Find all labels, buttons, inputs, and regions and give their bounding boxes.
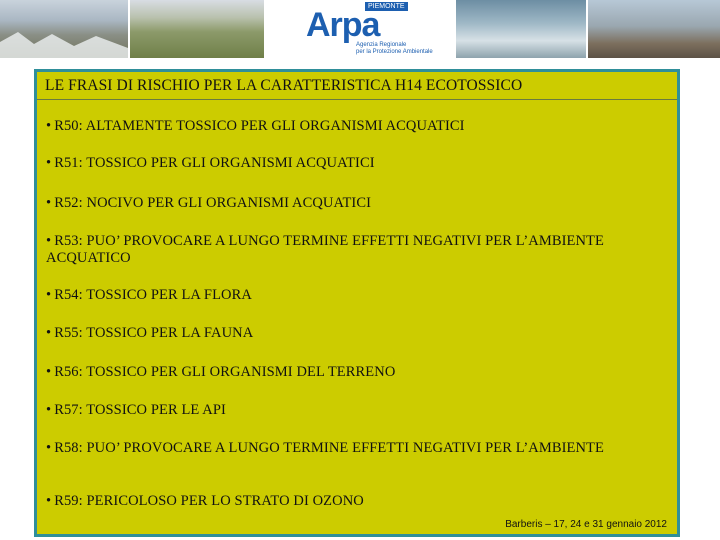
- bullet-icon: •: [46, 493, 52, 509]
- item-text: R54: TOSSICO PER LA FLORA: [54, 287, 252, 303]
- castle-photo: [588, 0, 720, 58]
- bullet-icon: •: [46, 195, 52, 211]
- bullet-icon: •: [46, 118, 52, 134]
- item-text: R52: NOCIVO PER GLI ORGANISMI ACQUATICI: [54, 195, 372, 211]
- item-text: R57: TOSSICO PER LE API: [54, 402, 226, 418]
- waterfall-photo: [456, 0, 586, 58]
- item-text: R51: TOSSICO PER GLI ORGANISMI ACQUATICI: [54, 155, 375, 171]
- logo-region: PIEMONTE: [365, 2, 408, 11]
- item-text: R58: PUO’ PROVOCARE A LUNGO TERMINE EFFETTI NEGATIVI PER L’AMBIENTE: [54, 440, 604, 456]
- list-item: [46, 493, 666, 510]
- list-item: [46, 195, 666, 212]
- bullet-icon: •: [46, 364, 52, 380]
- item-text: R59: PERICOLOSO PER LO STRATO DI OZONO: [54, 493, 364, 509]
- bullet-icon: •: [46, 325, 52, 341]
- title-divider: [37, 99, 677, 100]
- bullet-icon: •: [46, 155, 52, 171]
- arpa-logo: [270, 0, 450, 62]
- list-item: [46, 364, 666, 381]
- mountain-photo: [0, 0, 128, 58]
- header-banner: [0, 0, 720, 62]
- mountain-silhouette-icon: [0, 28, 128, 58]
- list-item: [46, 233, 666, 267]
- slide-title: LE FRASI DI RISCHIO PER LA CARATTERISTICA H14 ECOTOSSICO: [45, 77, 523, 94]
- content-panel: [34, 69, 680, 537]
- bullet-icon: •: [46, 440, 52, 456]
- logo-subtitle-line-2: per la Protezione Ambientale: [356, 49, 433, 55]
- bullet-icon: •: [46, 287, 52, 303]
- item-text: R55: TOSSICO PER LA FAUNA: [54, 325, 254, 341]
- logo-subtitle: [356, 42, 433, 56]
- item-text: R50: ALTAMENTE TOSSICO PER GLI ORGANISMI ACQUATICI: [54, 118, 465, 134]
- item-text: R56: TOSSICO PER GLI ORGANISMI DEL TERRENO: [54, 364, 396, 380]
- slide-footer: Barberis – 17, 24 e 31 gennaio 2012: [505, 519, 667, 530]
- logo-brand: Arpa: [306, 6, 380, 44]
- bullet-icon: •: [46, 233, 52, 249]
- countryside-photo: [130, 0, 264, 58]
- bullet-icon: •: [46, 402, 52, 418]
- item-text: R53: PUO’ PROVOCARE A LUNGO TERMINE EFFETTI NEGATIVI PER L’AMBIENTE ACQUATICO: [46, 233, 604, 266]
- logo-subtitle-line-1: Agenzia Regionale: [356, 42, 407, 48]
- list-item: [46, 118, 666, 135]
- list-item: [46, 325, 666, 342]
- list-item: [46, 440, 666, 457]
- list-item: [46, 402, 666, 419]
- list-item: [46, 287, 666, 304]
- list-item: [46, 155, 666, 172]
